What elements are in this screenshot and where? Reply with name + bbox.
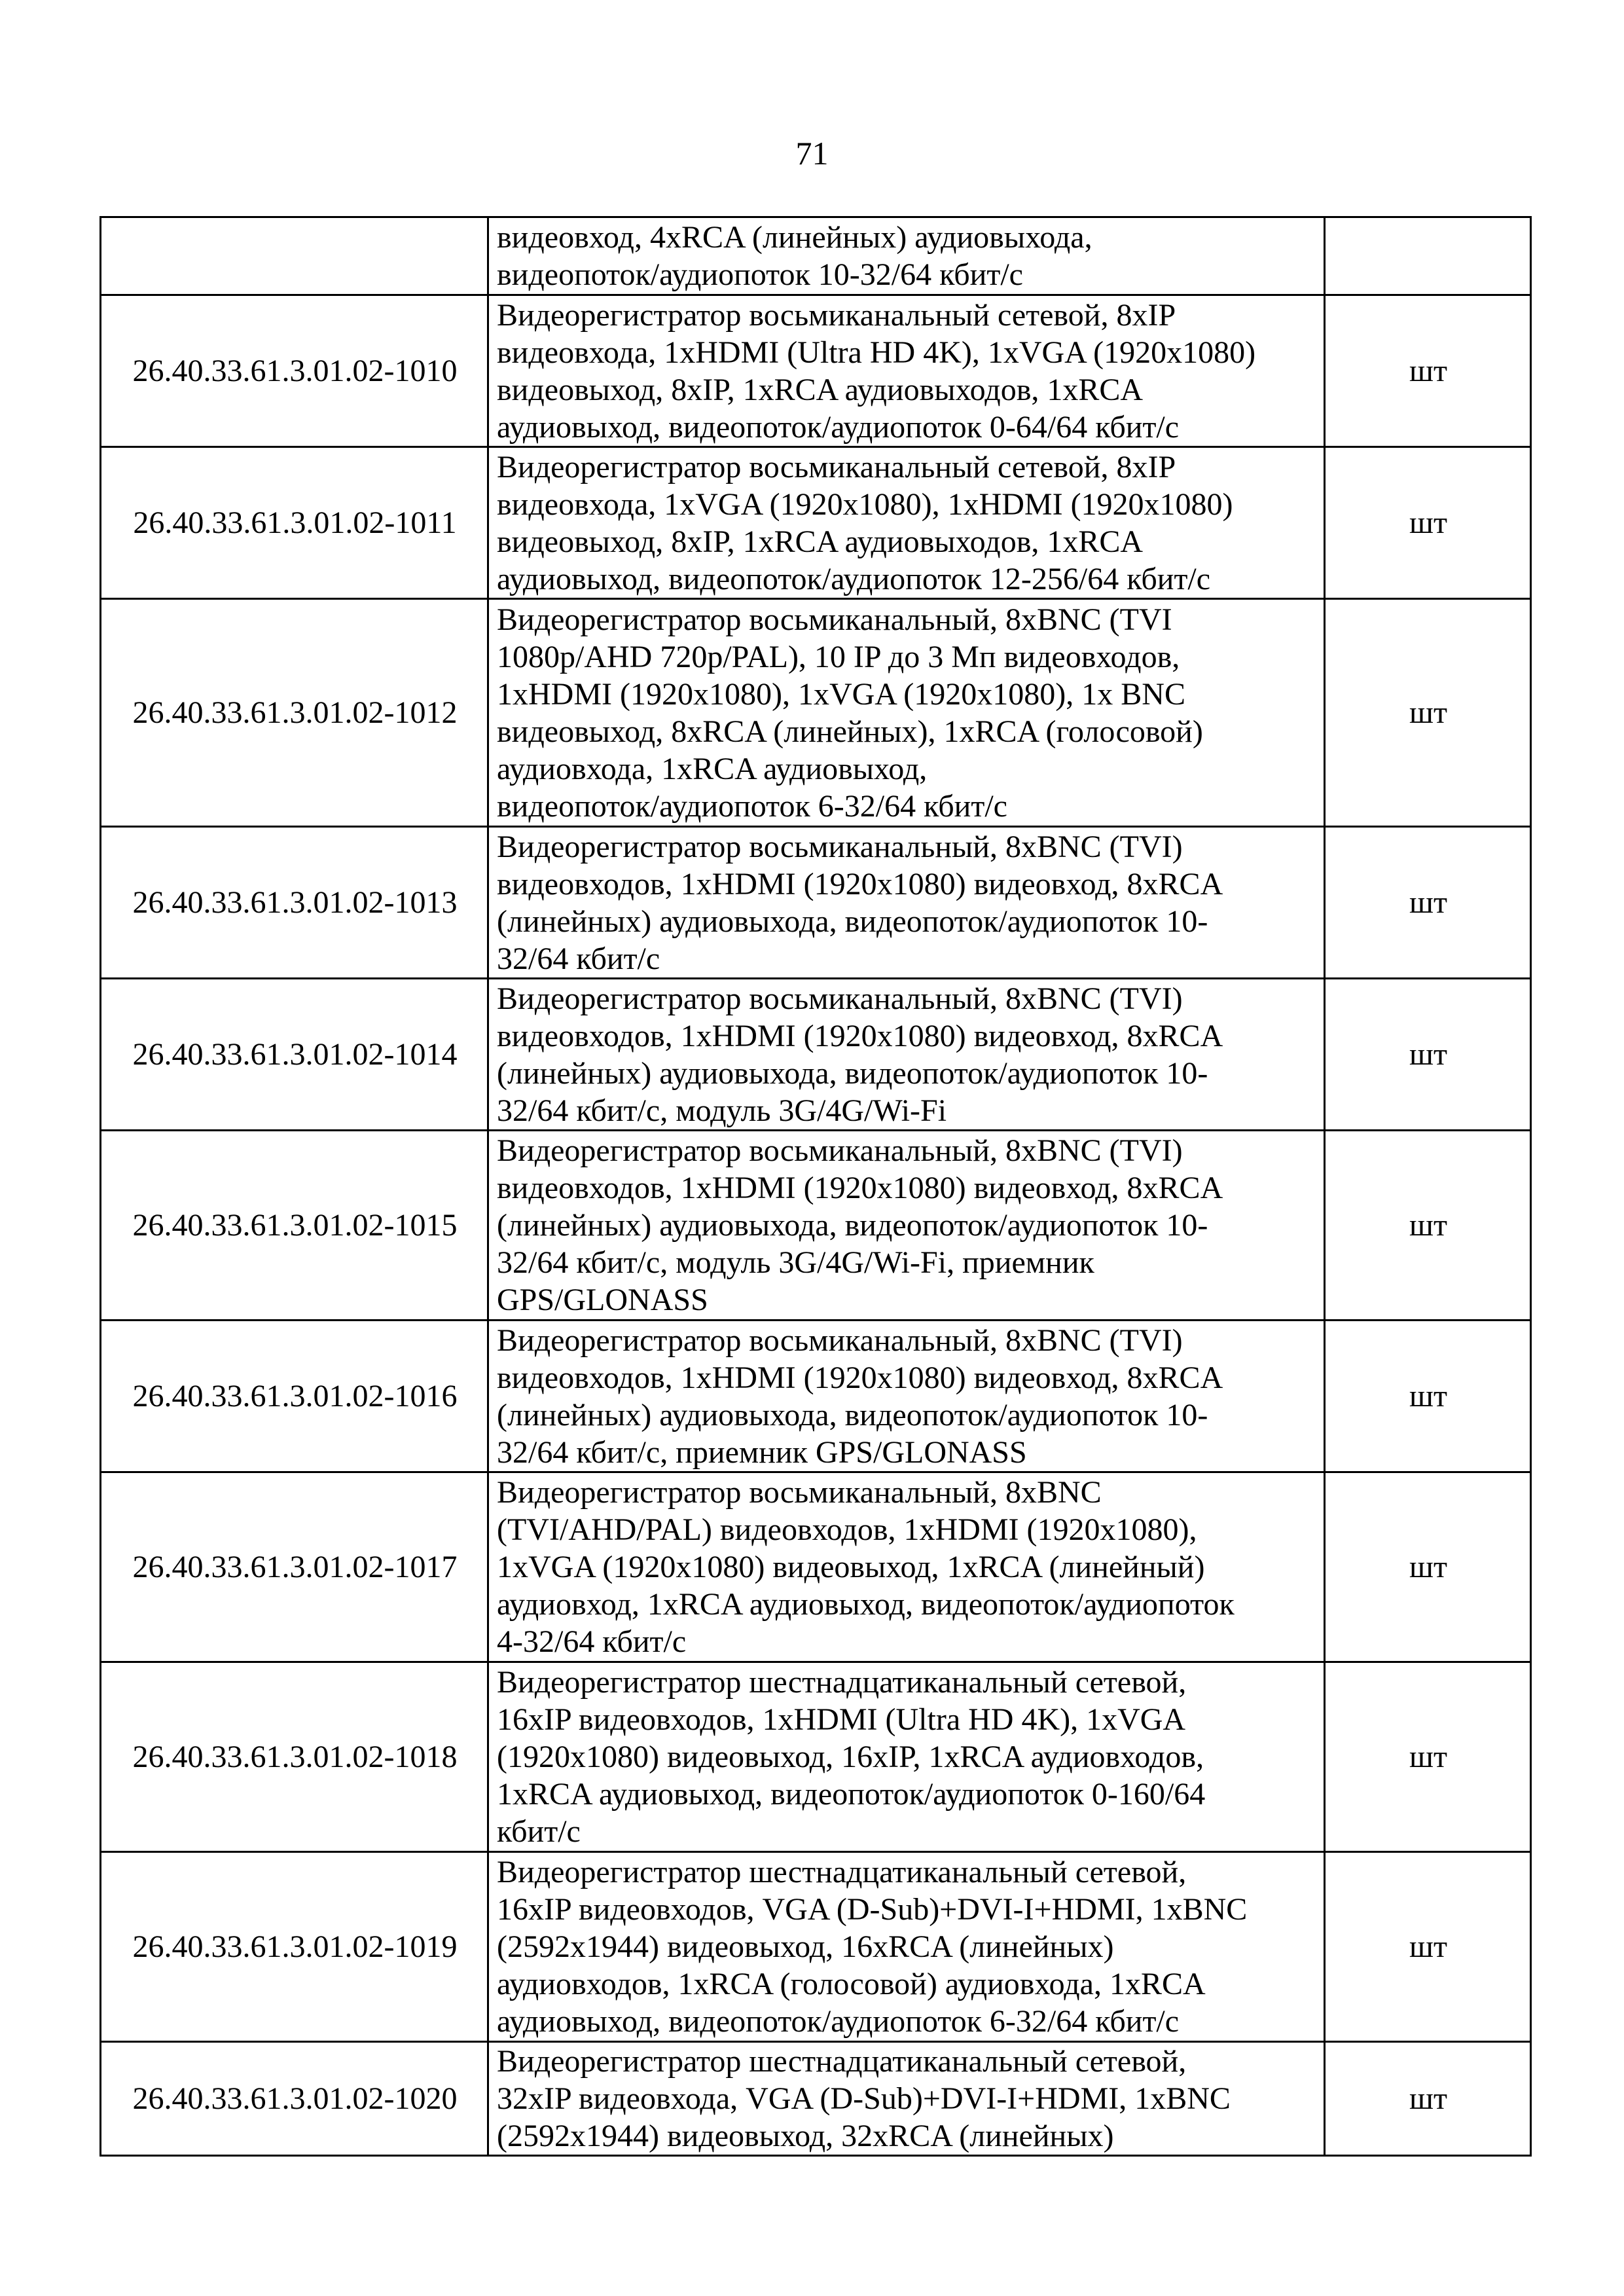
description-line: видеовыход, 8xRCA (линейных), 1xRCA (голосовой) (497, 714, 1203, 749)
description-line: видеопоток/аудиопоток 10-32/64 кбит/с (497, 257, 1023, 292)
description-line: (TVI/AHD/PAL) видеовходов, 1xHDMI (1920x1080), (497, 1512, 1197, 1547)
unit-cell: шт (1325, 1472, 1531, 1662)
table-row (101, 1472, 1531, 1662)
resource-description-cell (488, 599, 1325, 827)
description-line: Видеорегистратор восьмиканальный, 8xBNC (TVI) (497, 1133, 1183, 1168)
resource-catalog-table (99, 216, 1532, 2157)
description-line: аудиовхода, 1xRCA аудиовыход, (497, 751, 928, 786)
description-line: аудиовыход, видеопоток/аудиопоток 6-32/64 кбит/с (497, 2004, 1180, 2039)
description-line: Видеорегистратор восьмиканальный, 8xBNC (497, 1475, 1102, 1510)
description-line: видеовход, 4xRCA (линейных) аудиовыхода, (497, 220, 1092, 255)
description-line: 16xIP видеовходов, VGA (D-Sub)+DVI-I+HDMI, 1xBNC (497, 1892, 1248, 1927)
description-line: Видеорегистратор восьмиканальный, 8xBNC (TVI) (497, 981, 1183, 1016)
resource-description-cell (488, 1321, 1325, 1472)
description-line: Видеорегистратор восьмиканальный, 8xBNC (TVI (497, 602, 1172, 637)
description-line: 1080p/AHD 720p/PAL), 10 IP до 3 Мп видеовходов, (497, 639, 1180, 674)
resource-code-cell: 26.40.33.61.3.01.02-1012 (101, 599, 488, 827)
description-line: 32/64 кбит/с, модуль 3G/4G/Wi-Fi, приемник (497, 1245, 1094, 1280)
catalog-table-body (101, 217, 1531, 2156)
table-row (101, 1321, 1531, 1472)
unit-cell: шт (1325, 827, 1531, 979)
resource-description-cell (488, 217, 1325, 295)
resource-code-cell: 26.40.33.61.3.01.02-1010 (101, 295, 488, 447)
resource-code-cell: 26.40.33.61.3.01.02-1011 (101, 447, 488, 599)
resource-code-cell: 26.40.33.61.3.01.02-1016 (101, 1321, 488, 1472)
description-line: (1920x1080) видеовыход, 16xIP, 1xRCA аудиовходов, (497, 1740, 1204, 1774)
table-row (101, 1662, 1531, 1852)
description-line: 32/64 кбит/с (497, 941, 660, 976)
table-row (101, 827, 1531, 979)
resource-description-cell (488, 2042, 1325, 2156)
table-row (101, 979, 1531, 1131)
table-row (101, 1852, 1531, 2042)
resource-description-cell (488, 827, 1325, 979)
description-line: 1xVGA (1920x1080) видеовыход, 1xRCA (линейный) (497, 1550, 1205, 1584)
description-line: Видеорегистратор восьмиканальный сетевой, 8xIP (497, 449, 1176, 484)
description-line: видеовхода, 1xVGA (1920x1080), 1xHDMI (1920x1080) (497, 486, 1233, 522)
resource-code-cell: 26.40.33.61.3.01.02-1019 (101, 1852, 488, 2042)
resource-code-cell: 26.40.33.61.3.01.02-1013 (101, 827, 488, 979)
description-line: 16xIP видеовходов, 1xHDMI (Ultra HD 4K), 1xVGA (497, 1702, 1186, 1737)
description-line: Видеорегистратор шестнадцатиканальный сетевой, (497, 1855, 1187, 1889)
description-line: 32/64 кбит/с, приемник GPS/GLONASS (497, 1434, 1027, 1470)
unit-cell (1325, 217, 1531, 295)
table-row-continuation (101, 217, 1531, 295)
resource-description-cell (488, 447, 1325, 599)
description-line: (линейных) аудиовыхода, видеопоток/аудиопоток 10- (497, 1208, 1208, 1243)
description-line: видеовходов, 1xHDMI (1920x1080) видеовход, 8xRCA (497, 866, 1223, 902)
description-line: видеовходов, 1xHDMI (1920x1080) видеовход, 8xRCA (497, 1360, 1223, 1395)
resource-code-cell: 26.40.33.61.3.01.02-1015 (101, 1131, 488, 1321)
description-line: Видеорегистратор восьмиканальный сетевой, 8xIP (497, 297, 1176, 333)
description-line: видеовыход, 8xIP, 1xRCA аудиовыходов, 1xRCA (497, 524, 1144, 559)
description-line: GPS/GLONASS (497, 1283, 708, 1317)
description-line: кбит/с (497, 1814, 581, 1849)
description-line: Видеорегистратор восьмиканальный, 8xBNC (TVI) (497, 829, 1183, 864)
unit-cell: шт (1325, 2042, 1531, 2156)
description-line: 1xHDMI (1920x1080), 1xVGA (1920x1080), 1x BNC (497, 676, 1185, 712)
description-line: (линейных) аудиовыхода, видеопоток/аудиопоток 10- (497, 1397, 1208, 1432)
description-line: видеовходов, 1xHDMI (1920x1080) видеовход, 8xRCA (497, 1018, 1223, 1053)
resource-description-cell (488, 295, 1325, 447)
unit-cell: шт (1325, 295, 1531, 447)
resource-description-cell (488, 1472, 1325, 1662)
unit-cell: шт (1325, 979, 1531, 1131)
resource-description-cell (488, 1662, 1325, 1852)
description-line: аудиовыход, видеопоток/аудиопоток 0-64/64 кбит/с (497, 409, 1180, 445)
description-line: видеовхода, 1xHDMI (Ultra HD 4K), 1xVGA (1920x1080) (497, 335, 1256, 370)
description-line: 32xIP видеовхода, VGA (D-Sub)+DVI-I+HDMI, 1xBNC (497, 2081, 1231, 2116)
unit-cell: шт (1325, 599, 1531, 827)
unit-cell: шт (1325, 1131, 1531, 1321)
table-row (101, 2042, 1531, 2156)
unit-cell: шт (1325, 1321, 1531, 1472)
description-line: видеопоток/аудиопоток 6-32/64 кбит/с (497, 788, 1007, 824)
table-row (101, 1131, 1531, 1321)
description-line: аудиовход, 1xRCA аудиовыход, видеопоток/аудиопоток (497, 1587, 1235, 1622)
table-row (101, 295, 1531, 447)
page-number: 71 (795, 135, 829, 172)
description-line: (линейных) аудиовыхода, видеопоток/аудиопоток 10- (497, 1055, 1208, 1091)
description-line: (2592x1944) видеовыход, 16xRCA (линейных) (497, 1929, 1114, 1964)
resource-description-cell (488, 979, 1325, 1131)
table-row (101, 447, 1531, 599)
resource-code-cell (101, 217, 488, 295)
description-line: (2592x1944) видеовыход, 32xRCA (линейных) (497, 2119, 1114, 2153)
description-line: Видеорегистратор шестнадцатиканальный сетевой, (497, 1665, 1187, 1700)
resource-description-cell (488, 1852, 1325, 2042)
description-line: видеовходов, 1xHDMI (1920x1080) видеовход, 8xRCA (497, 1171, 1223, 1205)
unit-cell: шт (1325, 447, 1531, 599)
unit-cell: шт (1325, 1852, 1531, 2042)
description-line: 1xRCA аудиовыход, видеопоток/аудиопоток 0-160/64 (497, 1777, 1206, 1812)
description-line: аудиовыход, видеопоток/аудиопоток 12-256/64 кбит/с (497, 561, 1211, 596)
resource-code-cell: 26.40.33.61.3.01.02-1017 (101, 1472, 488, 1662)
resource-code-cell: 26.40.33.61.3.01.02-1014 (101, 979, 488, 1131)
table-row (101, 599, 1531, 827)
description-line: (линейных) аудиовыхода, видеопоток/аудиопоток 10- (497, 903, 1208, 939)
description-line: Видеорегистратор восьмиканальный, 8xBNC (TVI) (497, 1322, 1183, 1358)
resource-description-cell (488, 1131, 1325, 1321)
resource-code-cell: 26.40.33.61.3.01.02-1020 (101, 2042, 488, 2156)
resource-code-cell: 26.40.33.61.3.01.02-1018 (101, 1662, 488, 1852)
description-line: аудиовходов, 1xRCA (голосовой) аудиовхода, 1xRCA (497, 1967, 1206, 2001)
unit-cell: шт (1325, 1662, 1531, 1852)
description-line: Видеорегистратор шестнадцатиканальный сетевой, (497, 2044, 1187, 2079)
description-line: 32/64 кбит/с, модуль 3G/4G/Wi-Fi (497, 1093, 947, 1128)
description-line: видеовыход, 8xIP, 1xRCA аудиовыходов, 1xRCA (497, 372, 1144, 407)
description-line: 4-32/64 кбит/с (497, 1624, 687, 1659)
